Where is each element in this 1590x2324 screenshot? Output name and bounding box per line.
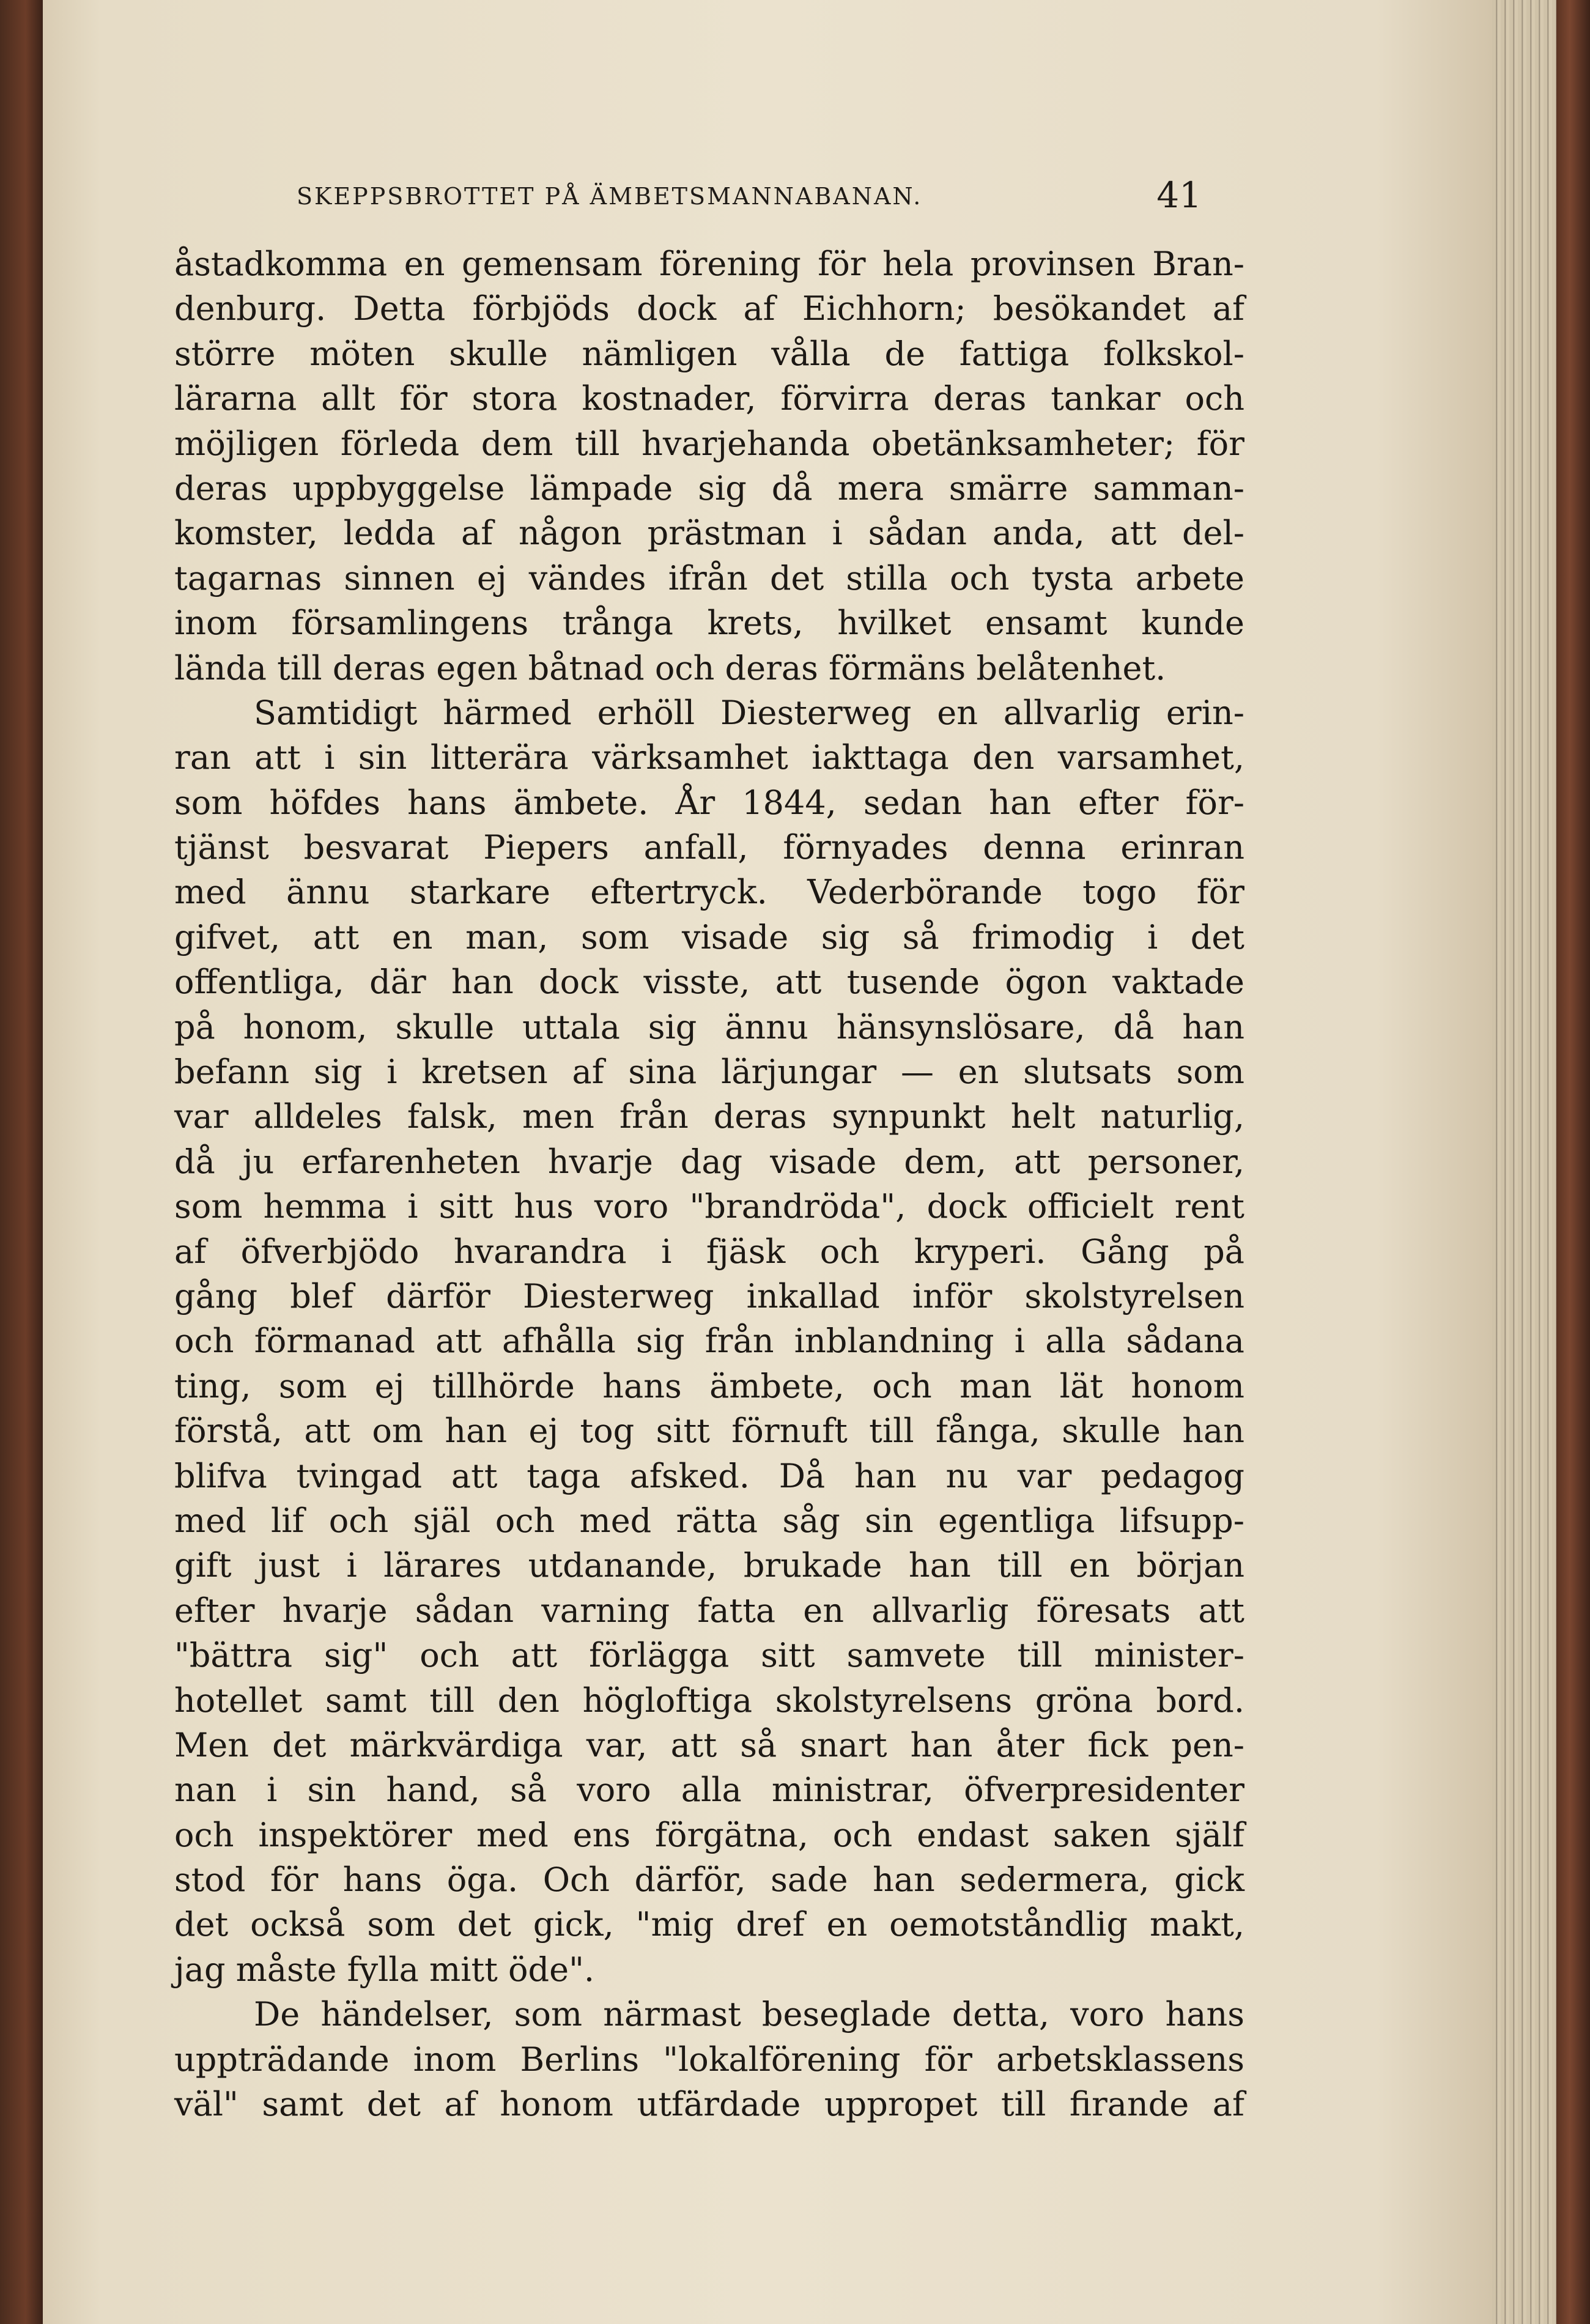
- text-line: lända till deras egen båtnad och deras förmäns belåtenhet.: [174, 648, 1166, 687]
- text-line: hotellet samt till den högloftiga skolstyrelsens gröna bord.: [174, 1681, 1244, 1720]
- book-cover-edge: [0, 0, 43, 2324]
- text-line: blifva tvingad att taga afsked. Då han nu var pedagog: [174, 1456, 1244, 1495]
- text-line: och förmanad att afhålla sig från inblandning i alla sådana: [174, 1322, 1244, 1361]
- text-line: möjligen förleda dem till hvarjehanda obetänksamheter; för: [174, 424, 1244, 463]
- text-line: gift just i lärares utdanande, brukade han till en början: [174, 1546, 1244, 1585]
- text-line: nan i sin hand, så voro alla ministrar, öfverpresidenter: [174, 1771, 1244, 1810]
- running-title: SKEPPSBROTTET PÅ ÄMBETSMANNABANAN.: [297, 183, 923, 210]
- text-line: med ännu starkare eftertryck. Vederbörande togo för: [174, 873, 1244, 912]
- body-text: [174, 242, 1244, 2126]
- text-line: väl" samt det af honom utfärdade uppropet till firande af: [174, 2085, 1244, 2124]
- text-line: inom församlingens trånga krets, hvilket ensamt kunde: [174, 604, 1244, 643]
- page-edges: [1492, 0, 1590, 2324]
- text-line: ting, som ej tillhörde hans ämbete, och man lät honom: [174, 1366, 1244, 1405]
- text-line: uppträdande inom Berlins "lokalförening för arbetsklassens: [174, 2040, 1244, 2079]
- text-line: Men det märkvärdiga var, att så snart han åter fick pen-: [174, 1725, 1244, 1764]
- text-line: som höfdes hans ämbete. År 1844, sedan han efter för-: [174, 783, 1244, 822]
- text-line: befann sig i kretsen af sina lärjungar — en slutsats som: [174, 1053, 1244, 1092]
- text-line: offentliga, där han dock visste, att tusende ögon vaktade: [174, 963, 1244, 1002]
- text-line: lärarna allt för stora kostnader, förvirra deras tankar och: [174, 379, 1244, 418]
- text-line: förstå, att om han ej tog sitt förnuft till fånga, skulle han: [174, 1412, 1244, 1451]
- text-line: tjänst besvarat Piepers anfall, förnyades denna erinran: [174, 828, 1244, 867]
- text-line: som hemma i sitt hus voro "brandröda", dock officielt rent: [174, 1187, 1244, 1226]
- text-line: och inspektörer med ens förgätna, och endast saken själf: [174, 1815, 1244, 1854]
- text-line: med lif och själ och med rätta såg sin egentliga lifsupp-: [174, 1501, 1244, 1540]
- text-line: komster, ledda af någon prästman i sådan anda, att del-: [174, 514, 1244, 553]
- text-line: "bättra sig" och att förlägga sitt samvete till minister-: [174, 1636, 1244, 1675]
- text-line: åstadkomma en gemensam förening för hela provinsen Bran-: [174, 245, 1244, 283]
- text-line: på honom, skulle uttala sig ännu hänsynslösare, då han: [174, 1007, 1244, 1046]
- text-line: ran att i sin litterära värksamhet iakttaga den varsamhet,: [174, 738, 1244, 777]
- text-line: gång blef därför Diesterweg inkallad inför skolstyrelsen: [174, 1276, 1244, 1316]
- paragraph-start-line: Samtidigt härmed erhöll Diesterweg en allvarlig erin-: [254, 693, 1244, 732]
- text-line: var alldeles falsk, men från deras synpunkt helt naturlig,: [174, 1097, 1244, 1136]
- text-line: det också som det gick, "mig dref en oemotståndlig makt,: [174, 1905, 1244, 1944]
- paragraph-start-line: De händelser, som närmast beseglade detta, voro hans: [254, 1995, 1244, 2034]
- text-line: denburg. Detta förbjöds dock af Eichhorn; besökandet af: [174, 289, 1244, 328]
- page-header: [297, 174, 1202, 217]
- text-line: jag måste fylla mitt öde".: [174, 1950, 595, 1989]
- text-line: gifvet, att en man, som visade sig så frimodig i det: [174, 917, 1244, 957]
- text-line: af öfverbjödo hvarandra i fjäsk och kryperi. Gång på: [174, 1232, 1244, 1271]
- text-line: tagarnas sinnen ej vändes ifrån det stilla och tysta arbete: [174, 558, 1244, 598]
- text-line: stod för hans öga. Och därför, sade han sedermera, gick: [174, 1860, 1244, 1900]
- text-line: större möten skulle nämligen vålla de fattiga folkskol-: [174, 334, 1244, 373]
- text-line: efter hvarje sådan varning fatta en allvarlig föresats att: [174, 1591, 1244, 1630]
- page-number: 41: [1156, 174, 1202, 216]
- text-line: då ju erfarenheten hvarje dag visade dem, att personer,: [174, 1142, 1244, 1181]
- text-line: deras uppbyggelse lämpade sig då mera smärre samman-: [174, 468, 1244, 508]
